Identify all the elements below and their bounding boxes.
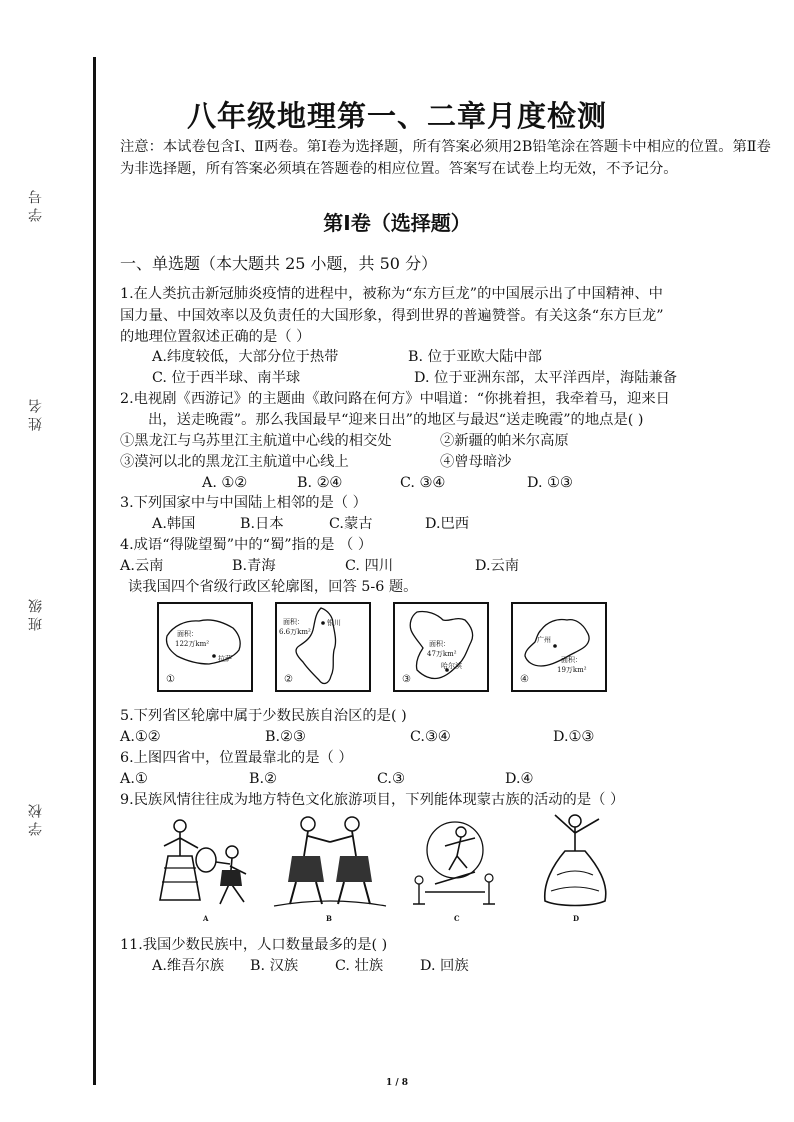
page-number: 1 / 8 — [385, 1078, 409, 1088]
exam-notice: 注意：本试卷包含Ⅰ、Ⅱ两卷。第Ⅰ卷为选择题，所有答案必须用2B铅笔涂在答题卡中相应的位置。第Ⅱ卷为非选择题，所有答案必须填在答题卷的相应位置。答案写在试卷上均无效，不予记分。 — [120, 139, 771, 177]
part-title: 一、单选题（本大题共 25 小题，共 50 分） — [120, 254, 438, 273]
q6-option-b: B.② — [249, 771, 277, 787]
q6-option-c: C.③ — [377, 771, 405, 787]
q1-option-c: C. 位于西半球、南半球 — [152, 370, 301, 386]
q11-option-c: C. 壮族 — [335, 958, 384, 974]
q1-option-a: A.纬度较低，大部分位于热带 — [152, 349, 339, 365]
q9-stem: 9.民族风情往往成为地方特色文化旅游项目，下列能体现蒙古族的活动的是（ ） — [120, 792, 625, 808]
side-label-class: 班级 — [28, 595, 44, 631]
q4-stem: 4.成语“得陇望蜀”中的“蜀”指的是 （ ） — [120, 537, 373, 553]
q4-option-d: D.云南 — [475, 558, 520, 574]
q1-stem-line2: 国力量、中国效率以及负责任的大国形象，得到世界的普遍赞誉。有关这条“东方巨龙” — [120, 308, 664, 324]
province-map-1 — [157, 602, 253, 692]
q1-option-d: D. 位于亚洲东部，太平洋西岸，海陆兼备 — [414, 370, 678, 386]
map-1-city: 拉萨 — [218, 655, 232, 663]
map-3-area: 47万km² — [427, 650, 457, 658]
q9-label-c: C — [454, 914, 460, 923]
q11-option-b: B. 汉族 — [250, 958, 299, 974]
map-4-number: ④ — [520, 674, 529, 685]
q9-picture-a — [150, 812, 260, 912]
q11-option-a: A.维吾尔族 — [152, 958, 225, 974]
map-4-area-label: 面积： — [561, 656, 582, 664]
q9-picture-b — [270, 812, 390, 912]
swing-festival-icon — [405, 812, 505, 912]
map-1-area: 122万km² — [175, 640, 210, 648]
q6-option-a: A.① — [120, 771, 148, 787]
q2-item-2: ②新疆的帕米尔高原 — [440, 433, 569, 449]
map-1-area-label: 面积： — [177, 630, 198, 638]
q2-option-b: B. ②④ — [297, 475, 343, 491]
map-3-area-label: 面积： — [429, 640, 450, 648]
solo-dancer-icon — [535, 805, 615, 915]
q5-option-d: D.①③ — [553, 729, 595, 745]
map-2-number: ② — [284, 674, 293, 685]
map-4-city: 广州 — [537, 636, 551, 644]
q5-option-c: C.③④ — [410, 729, 451, 745]
side-label-name: 姓名 — [28, 395, 44, 431]
q4-option-a: A.云南 — [120, 558, 164, 574]
q1-stem-line1: 1.在人类抗击新冠肺炎疫情的进程中，被称为“东方巨龙”的中国展示出了中国精神、中 — [120, 286, 663, 302]
q5-option-a: A.①② — [120, 729, 161, 745]
q9-picture-d — [535, 805, 615, 915]
q9-label-d: D — [573, 914, 580, 923]
q11-option-d: D. 回族 — [420, 958, 469, 974]
wrestlers-icon — [270, 812, 390, 912]
q2-option-c: C. ③④ — [400, 475, 446, 491]
q3-stem: 3.下列国家中与中国陆上相邻的是（ ） — [120, 495, 367, 511]
q2-option-a: A. ①② — [202, 475, 248, 491]
section-title: 第Ⅰ卷（选择题） — [323, 211, 471, 235]
q4-option-c: C. 四川 — [345, 558, 394, 574]
q2-stem-line1: 2.电视剧《西游记》的主题曲《敢问路在何方》中唱道：“你挑着担，我牵着马，迎来日 — [120, 391, 670, 407]
province-map-2 — [275, 602, 371, 692]
map-3-city: 哈尔滨 — [441, 662, 462, 670]
q1-stem-line3: 的地理位置叙述正确的是（ ） — [120, 329, 311, 345]
q6-option-d: D.④ — [505, 771, 534, 787]
page-title: 八年级地理第一、二章月度检测 — [186, 99, 607, 133]
province-map-4 — [511, 602, 607, 692]
q2-item-3: ③漠河以北的黑龙江主航道中心线上 — [120, 454, 349, 470]
q9-label-b: B — [326, 914, 332, 923]
map-4-area: 19万km² — [557, 666, 587, 674]
q5-stem: 5.下列省区轮廓中属于少数民族自治区的是( ) — [120, 708, 407, 724]
map-3-number: ③ — [402, 674, 411, 685]
q9-label-a: A — [203, 914, 209, 923]
q11-stem: 11.我国少数民族中，人口数量最多的是( ) — [120, 937, 388, 953]
map-2-area-label: 面积： — [283, 618, 304, 626]
q3-option-d: D.巴西 — [425, 516, 470, 532]
q2-item-4: ④曾母暗沙 — [440, 454, 512, 470]
intro-5-6: 读我国四个省级行政区轮廓图，回答 5-6 题。 — [128, 579, 418, 595]
q3-option-c: C.蒙古 — [329, 516, 373, 532]
q2-option-d: D. ①③ — [527, 475, 573, 491]
q6-stem: 6.上图四省中，位置最靠北的是（ ） — [120, 750, 353, 766]
q2-stem-line2: 出，送走晚霞”。那么我国最早“迎来日出”的地区与最迟“送走晚霞”的地点是( ) — [148, 412, 644, 428]
q3-option-b: B.日本 — [240, 516, 284, 532]
side-label-student-id: 学号 — [28, 186, 44, 222]
province-map-3 — [393, 602, 489, 692]
side-label-school: 学校 — [28, 800, 44, 836]
map-2-city: 银川 — [327, 619, 341, 627]
q5-option-b: B.②③ — [265, 729, 306, 745]
map-2-area: 6.6万km² — [279, 628, 311, 636]
q2-item-1: ①黑龙江与乌苏里江主航道中心线的相交处 — [120, 433, 392, 449]
q3-option-a: A.韩国 — [152, 516, 196, 532]
map-1-number: ① — [166, 674, 175, 685]
q4-option-b: B.青海 — [232, 558, 276, 574]
dancers-drum-icon — [150, 812, 260, 912]
q9-picture-c — [405, 812, 505, 912]
q1-option-b: B. 位于亚欧大陆中部 — [408, 349, 542, 365]
